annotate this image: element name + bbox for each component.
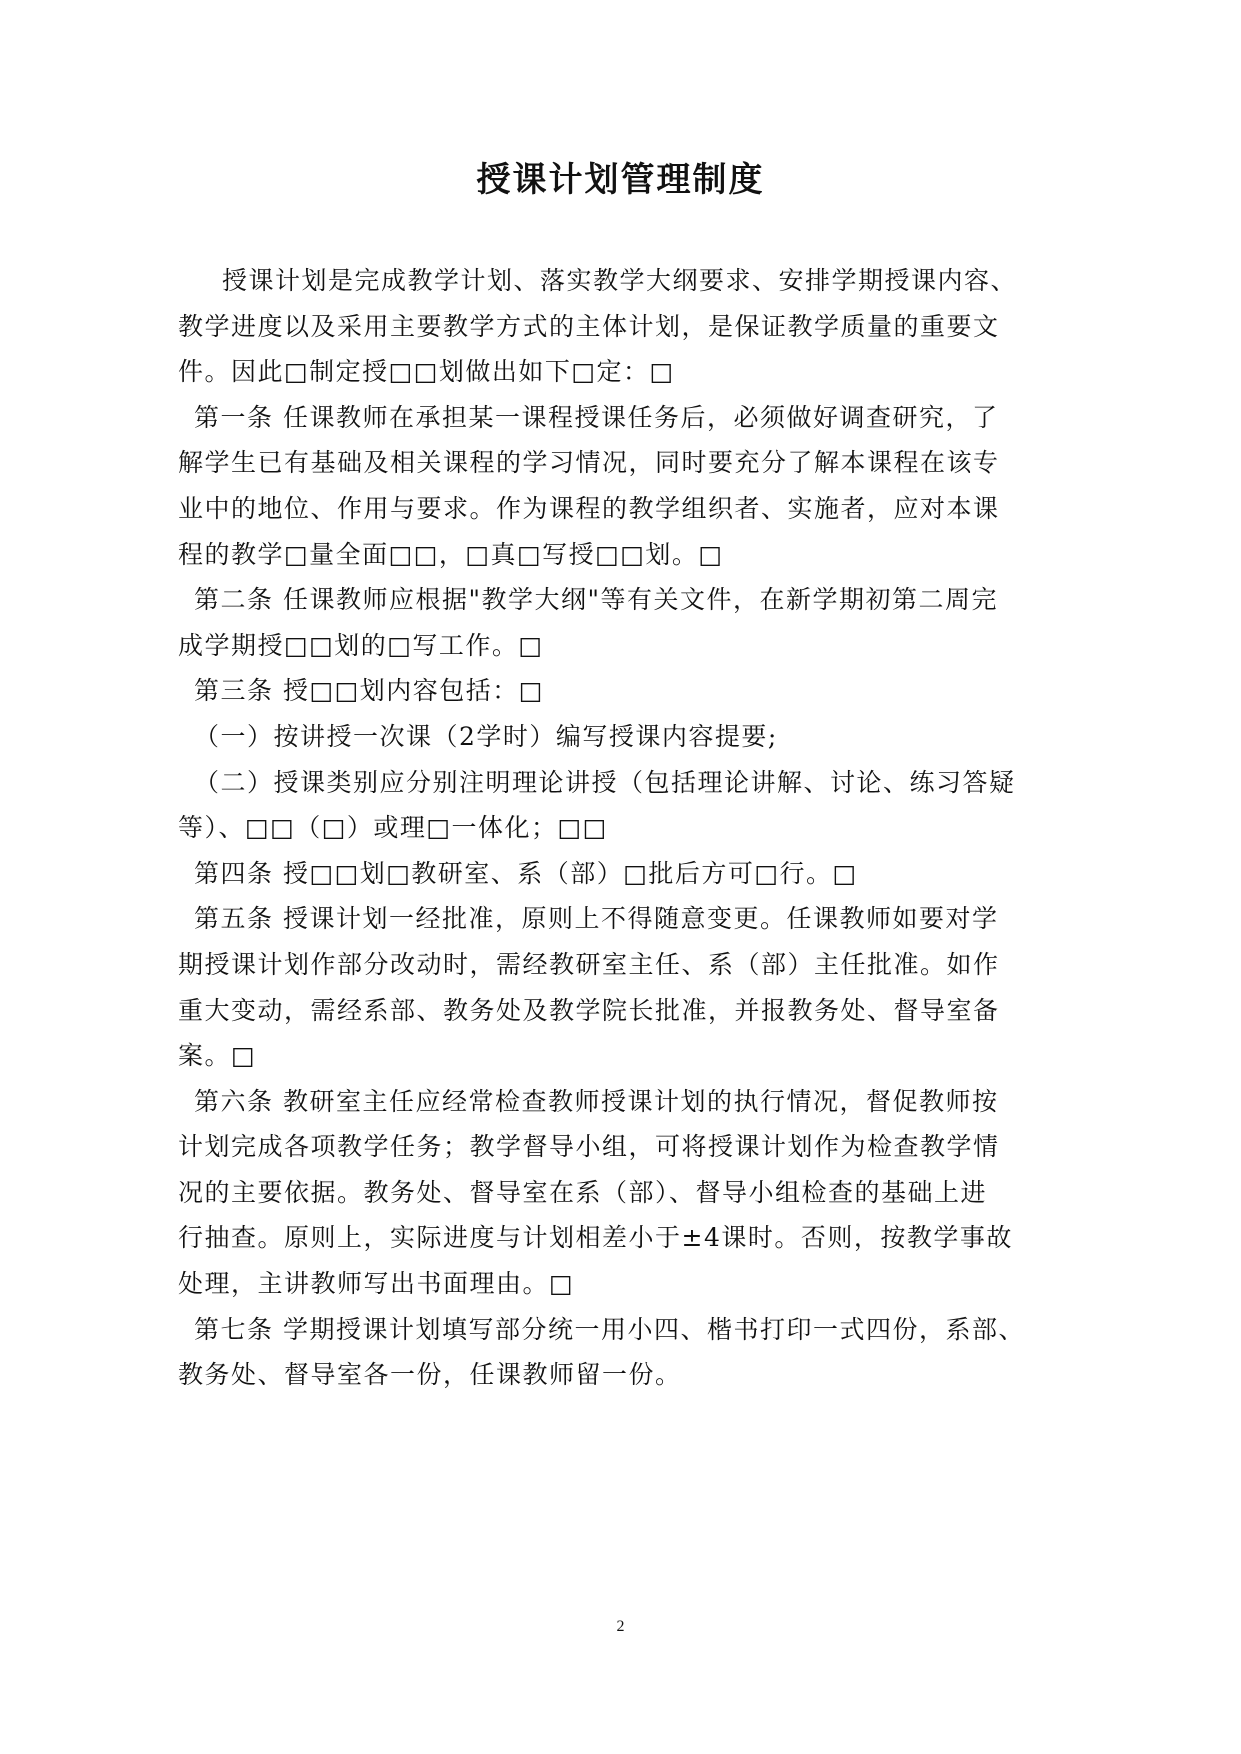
article-1-line: 第一条 任课教师在承担某一课程授课任务后，必须做好调查研究，了 — [194, 402, 999, 432]
article-2-line: 第二条 任课教师应根据"教学大纲"等有关文件，在新学期初第二周完 — [194, 585, 998, 615]
article-7-line: 教务处、督导室各一份，任课教师留一份。 — [178, 1360, 682, 1390]
document-body — [178, 258, 1086, 1398]
article-4-line: 第四条 授□□划□教研室、系（部）□批后方可□行。□ — [194, 858, 858, 888]
document-title: 授课计划管理制度 — [476, 160, 765, 200]
article-2-line: 成学期授□□划的□写工作。□ — [178, 630, 544, 660]
paragraph-line: 教学进度以及采用主要教学方式的主体计划，是保证教学质量的重要文 — [178, 311, 1000, 341]
article-1-line: 程的教学□量全面□□，□真□写授□□划。□ — [178, 539, 724, 569]
article-5-line: 第五条 授课计划一经批准，原则上不得随意变更。任课教师如要对学 — [194, 904, 999, 934]
article-6-line: 计划完成各项教学任务；教学督导小组，可将授课计划作为检查教学情 — [178, 1132, 1000, 1162]
article-7-line: 第七条 学期授课计划填写部分统一用小四、楷书打印一式四份，系部、 — [194, 1314, 1025, 1344]
paragraph-line: 授课计划是完成教学计划、落实教学大纲要求、安排学期授课内容、 — [222, 266, 1018, 295]
article-3-item-2: 等）、□□（□）或理□一体化；□□ — [178, 813, 608, 843]
article-6-line: 况的主要依据。教务处、督导室在系（部）、督导小组检查的基础上进 — [178, 1177, 988, 1207]
article-1-line: 解学生已有基础及相关课程的学习情况，同时要充分了解本课程在该专 — [178, 448, 1000, 478]
paragraph-line: 件。因此□制定授□□划做出如下□定：□ — [178, 357, 675, 387]
article-5-line: 期授课计划作部分改动时，需经教研室主任、系（部）主任批准。如作 — [178, 949, 1000, 979]
article-5-line: 重大变动，需经系部、教务处及教学院长批准，并报教务处、督导室备 — [178, 995, 1000, 1025]
article-6-line: 第六条 教研室主任应经常检查教师授课计划的执行情况，督促教师按 — [194, 1086, 999, 1116]
article-1-line: 业中的地位、作用与要求。作为课程的教学组织者、实施者，应对本课 — [178, 493, 1000, 523]
article-3-item-2: （二）授课类别应分别注明理论讲授（包括理论讲解、讨论、练习答疑 — [194, 767, 1016, 797]
article-6-line: 处理，主讲教师写出书面理由。□ — [178, 1269, 575, 1299]
article-3-line: 第三条 授□□划内容包括：□ — [194, 676, 544, 706]
article-6-line: 行抽查。原则上，实际进度与计划相差小于±4课时。否则，按教学事故 — [178, 1223, 1013, 1253]
article-5-line: 案。□ — [178, 1041, 257, 1071]
article-3-item-1: （一）按讲授一次课（2学时）编写授课内容提要; — [194, 721, 778, 751]
page-number: 2 — [616, 1618, 625, 1635]
